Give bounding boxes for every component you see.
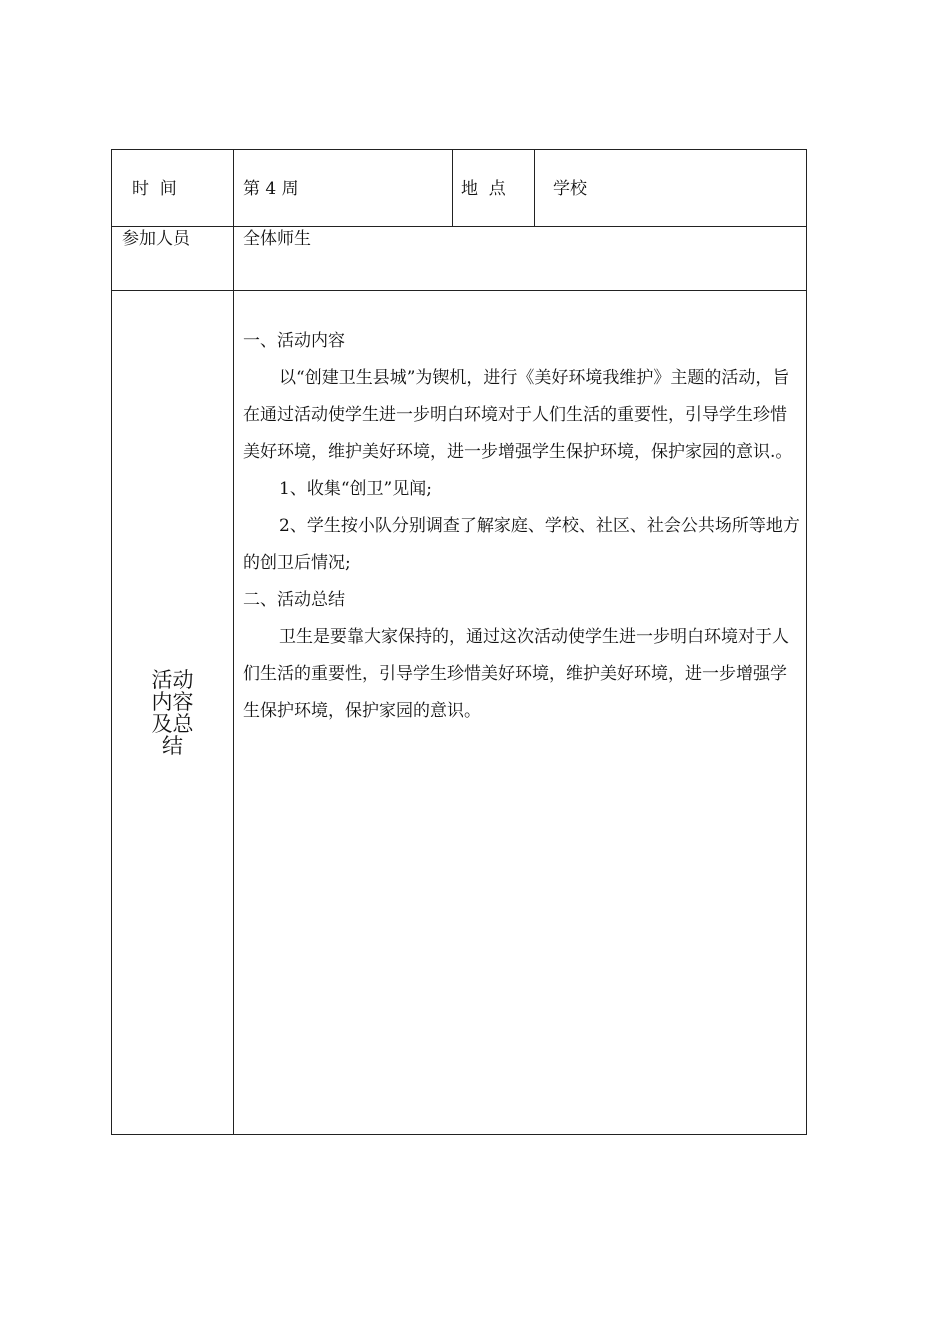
- activity-record-table: [111, 149, 807, 1135]
- activity-content: [243, 323, 803, 730]
- list-item-1: 1、收集“创卫”见闻;: [279, 479, 432, 499]
- section-label: 活动内容及总结: [151, 667, 194, 758]
- section-label-cell: [112, 291, 233, 1134]
- time-label: 时 间: [132, 179, 177, 199]
- time-value: 第 4 周: [243, 179, 299, 199]
- column-divider-location: [534, 150, 535, 226]
- participants-label: 参加人员: [122, 229, 190, 249]
- column-divider-time: [452, 150, 453, 226]
- location-value: 学校: [553, 179, 587, 199]
- heading-activity-summary: 二、活动总结: [243, 590, 345, 610]
- location-label: 地 点: [461, 179, 506, 199]
- paragraph-activity-summary: 卫生是要靠大家保持的，通过这次活动使学生进一步明白环境对于人们生活的重要性，引导学生珍惜美好环境，维护美好环境，进一步增强学生保护环境，保护家园的意识。: [243, 627, 789, 721]
- row-divider-1: [112, 226, 806, 227]
- participants-value: 全体师生: [243, 229, 311, 249]
- list-item-2: 2、学生按小队分别调查了解家庭、学校、社区、社会公共场所等地方的创卫后情况;: [243, 516, 800, 573]
- paragraph-activity-content: 以“创建卫生县城”为锲机，进行《美好环境我维护》主题的活动，旨在通过活动使学生进一步明白环境对于人们生活的重要性，引导学生珍惜美好环境，维护美好环境，进一步增强学生保护环境，保护家园的意识.。: [243, 368, 793, 462]
- heading-activity-content: 一、活动内容: [243, 331, 345, 351]
